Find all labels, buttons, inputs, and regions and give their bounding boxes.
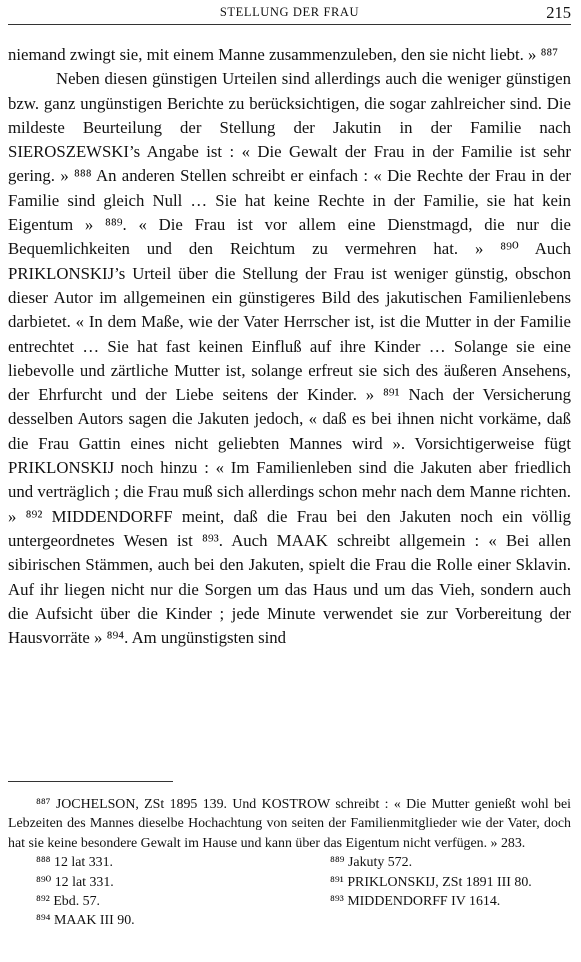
paragraph: Neben diesen günstigen Urteilen sind allerdings auch die weniger günstigen bzw. ganz ungünstigen Berichte zu berücksichtigen, die sogar zahlreicher sind. Die mildeste Beurteilung der Stellung der Jakutin in der Familie nach SIEROSZEWSKI’s Angabe ist : « Die Gewalt der Frau in der Familie ist sehr gering. » ⁸⁸⁸ An anderen Stellen schreibt er einfach : « Die Rechte der Frau in der Familie sind gleich Null … Sie hat keine Rechte in der Familie, sie hat kein Eigentum » ⁸⁸⁹. « Die Frau ist vor allem eine Dienstmagd, die nur die Bequemlichkeiten und den Reichtum zu vermehren hat. » ⁸⁹⁰ Auch PRIKLONSKIJ’s Urteil über die Stellung der Frau ist weniger günstig, obschon dieser Autor im allgemeinen ein günstigeres Bild des jakutischen Familienlebens darbietet. « In dem Maße, wie der Vater Herrscher ist, ist die Mutter in der Familie entrechtet … Sie hat fast keinen Einfluß auf ihre Kinder … Solange sie eine liebevolle und zärtliche Mutter ist, solange erfreut sie sich des äußeren Ansehens, der Ehrfurcht und der Liebe seitens der Kinder. » ⁸⁹¹ Nach der Versicherung desselben Autors sagen die Jakuten jedoch, « daß es bei ihnen nicht vorkäme, daß die Frau Gattin eines nicht geliebten Mannes wird ». Vorsichtigerweise fügt PRIKLONSKIJ noch hinzu : « Im Familienleben sind die Jakuten aber friedlich und verträglich ; die Frau muß sich allerdings schon mehr nach dem Manne richten. » ⁸⁹² MIDDENDORFF meint, daß die Frau bei den Jakuten noch ein völlig untergeordnetes Wesen ist ⁸⁹³. Auch MAAK schreibt allgemein : « Bei allen sibirischen Stämmen, auch bei den Jakuten, spielt die Frau die Rolle einer Sklavin. Auf ihr liegen nicht nur die Sorgen um das Haus und um das Vieh, sondern auch die Aufsicht über die Kinder ; jede Minute verwendet sie zur Vorbereitung der Hausvorräte » ⁸⁹⁴. Am ungünstigsten sind (8, 69, 571, 648)
footnote-divider (8, 781, 173, 782)
footnote-893: ⁸⁹³ MIDDENDORFF IV 1614. (330, 894, 501, 910)
running-head: STELLUNG DER FRAU (219, 5, 360, 19)
footnote-890: ⁸⁹⁰ 12 lat 331. (36, 874, 114, 890)
main-text (8, 43, 571, 650)
page-number: 215 (546, 3, 571, 22)
footnote-892: ⁸⁹² Ebd. 57. (36, 894, 101, 910)
footnotes (8, 795, 571, 931)
footnote-894: ⁸⁹⁴ MAAK III 90. (36, 913, 135, 929)
footnote-889: ⁸⁸⁹ Jakuty 572. (330, 855, 413, 871)
footnote-887: ⁸⁸⁷ JOCHELSON, ZSt 1895 139. Und KOSTROW schreibt : « Die Mutter genießt wohl bei Lebzeiten des Mannes dieselbe Hochachtung von seiten der Familienmitglieder wie der Vater, doch hat sie keine besondere Gewalt im Hause und kann über das Eigentum nicht verfügen. » 283. (8, 797, 571, 851)
page-header (8, 4, 571, 25)
paragraph-continuation: niemand zwingt sie, mit einem Manne zusammenzuleben, den sie nicht liebt. » ⁸⁸⁷ (8, 45, 559, 64)
footnote-891: ⁸⁹¹ PRIKLONSKIJ, ZSt 1891 III 80. (330, 874, 532, 890)
footnote-grid (8, 853, 571, 931)
footnote-888: ⁸⁸⁸ 12 lat 331. (36, 855, 114, 871)
